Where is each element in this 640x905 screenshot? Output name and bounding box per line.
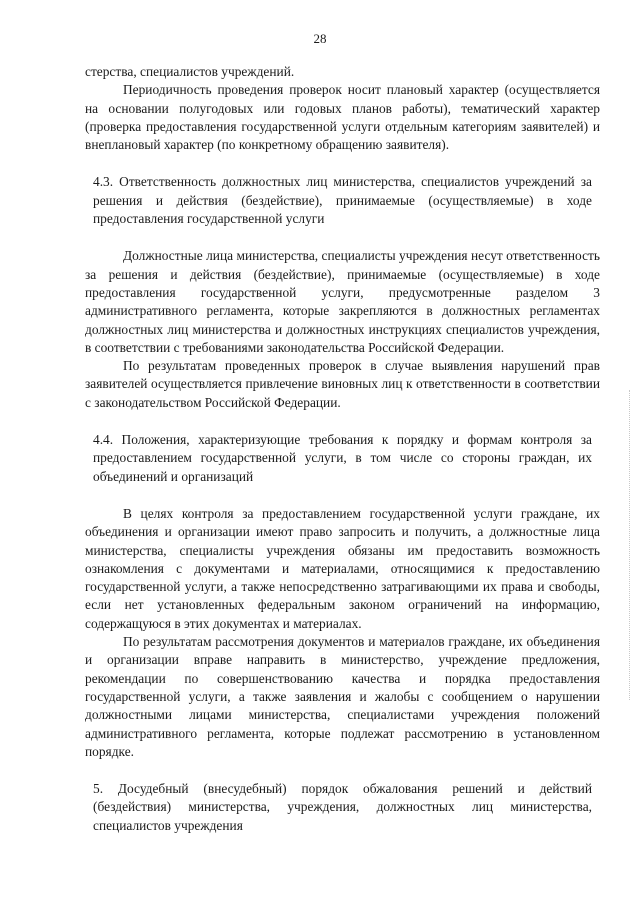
paragraph-inspection-frequency: Периодичность проведения проверок носит плановый характер (осуществляется на основании полугодовых или годовых планов работы), тематический характер (проверка предоставления государственной услуги отдельным категориям заявителей) и внеплановый характер (по конкретному обращению заявителя). <box>85 82 600 153</box>
section-4-4 <box>85 431 600 486</box>
section-4-3-paragraph-responsibility: Должностные лица министерства, специалисты учреждения несут ответственность за решения и действия (бездействие), принимаемые (осуществляемые) в ходе предоставления государственной услуги, предусмотренные разделом 3 административного регламента, которые закрепляются в должностных регламентах должностных лиц министерства и должностных инструкциях специалистов учреждения, в соответствии с требованиями законодательства Российской Федерации. <box>85 248 600 355</box>
paragraph-continuation: стерства, специалистов учреждений. <box>85 64 295 79</box>
section-4-4-paragraph-control-rights: В целях контроля за предоставлением государственной услуги граждане, их объединения и организации имеют право запросить и получить, а должностные лица министерства, специалисты учреждения обязаны им предоставить возможность ознакомления с документами и материалами, относящимися к предоставлению государственной услуги, а также непосредственно затрагивающими их права и свободы, если нет установленных федеральным законом ограничений на информацию, содержащуюся в этих документах и материалах. <box>85 505 600 631</box>
section-4-4-paragraph-proposals: По результатам рассмотрения документов и материалов граждане, их объединения и организации вправе направить в министерство, учреждение предложения, рекомендации по совершенствованию качества и порядка предоставления государственной услуги, а также заявления и жалобы с сообщением о нарушении должностными лицами министерства, специалистами учреждения положений административного регламента, которые подлежат рассмотрению в установленном порядке. <box>85 634 600 759</box>
section-4-3 <box>85 173 600 228</box>
page-number: 28 <box>313 31 327 46</box>
section-4-4-heading: 4.4. Положения, характеризующие требования к порядку и формам контроля за предоставлением государственной услуги, в том числе со стороны граждан, их объединений и организаций <box>93 432 592 484</box>
scan-edge-mark <box>628 390 630 700</box>
page-content <box>85 63 600 835</box>
section-4-3-paragraph-violations: По результатам проведенных проверок в случае выявления нарушений прав заявителей осуществляется привлечение виновных лиц к ответственности в соответствии с законодательством Российской Федерации. <box>85 358 600 410</box>
section-5 <box>85 780 600 835</box>
section-4-3-heading: 4.3. Ответственность должностных лиц министерства, специалистов учреждений за решения и действия (бездействие), принимаемые (осуществляемые) в ходе предоставления государственной услуги <box>93 174 592 227</box>
section-5-heading: 5. Досудебный (внесудебный) порядок обжалования решений и действий (бездействия) министерства, учреждения, должностных лиц министерства, специалистов учреждения <box>93 781 592 833</box>
